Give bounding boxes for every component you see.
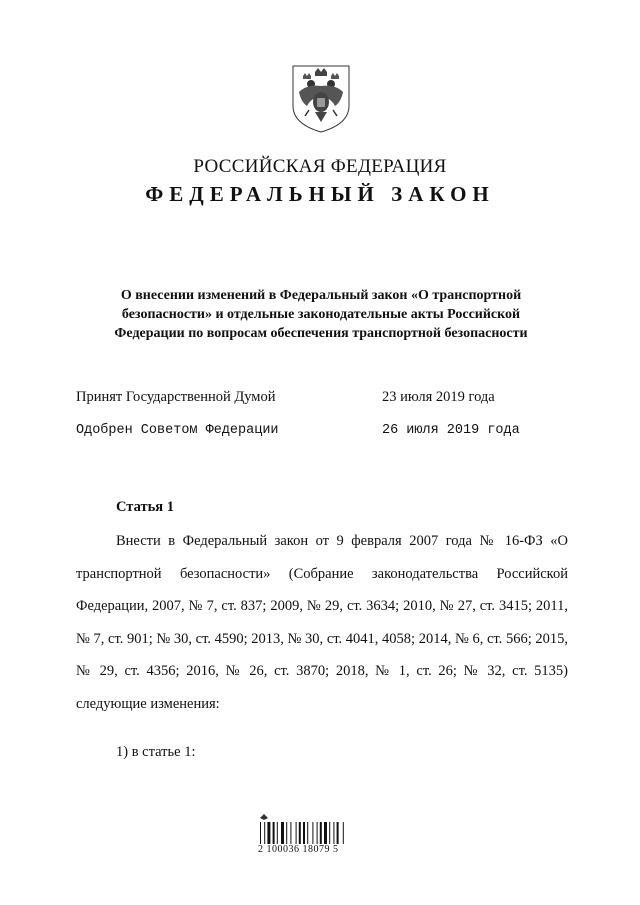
article-paragraph: Внести в Федеральный закон от 9 февраля 2007 года № 16-ФЗ «О транспортной безопасности» (Собрание законодательства Российской Федерации, 2007, № 7, ст. 837; 2009, № 29, ст. 3634; 2010, № 27, ст. 3415; 2011, № 7, ст. 901; № 30, ст. 4590; 2013, № 30, ст. 4041, 4058; 2014, № 6, ст. 566; 2015, № 29, ст. 4356; 2016, № 26, ст. 3870; 2018, № 1, ст. 26; № 32, ст. 5135) следующие изменения: <box>76 533 568 712</box>
amendment-item: 1) в статье 1: <box>116 744 196 760</box>
duma-adoption-date: 23 июля 2019 года <box>382 389 495 405</box>
council-approval-date: 26 июля 2019 года <box>382 423 520 438</box>
duma-adoption-label: Принят Государственной Думой <box>76 389 276 405</box>
law-title <box>90 286 552 343</box>
coat-of-arms-icon <box>289 62 353 134</box>
article-heading: Статья 1 <box>116 499 174 515</box>
document-type-heading: ФЕДЕРАЛЬНЫЙ ЗАКОН <box>145 182 495 206</box>
country-heading: РОССИЙСКАЯ ФЕДЕРАЦИЯ <box>193 156 447 177</box>
council-approval-label: Одобрен Советом Федерации <box>76 423 279 438</box>
barcode-number: 2 100036 18079 5 <box>258 844 339 855</box>
law-title-line: О внесении изменений в Федеральный закон «О транспортной <box>120 288 522 303</box>
law-title-line: безопасности» и отдельные законодательные акты Российской <box>121 307 521 322</box>
barcode-logo-icon <box>260 814 268 820</box>
law-title-line: Федерации по вопросам обеспечения транспортной безопасности <box>114 326 528 341</box>
